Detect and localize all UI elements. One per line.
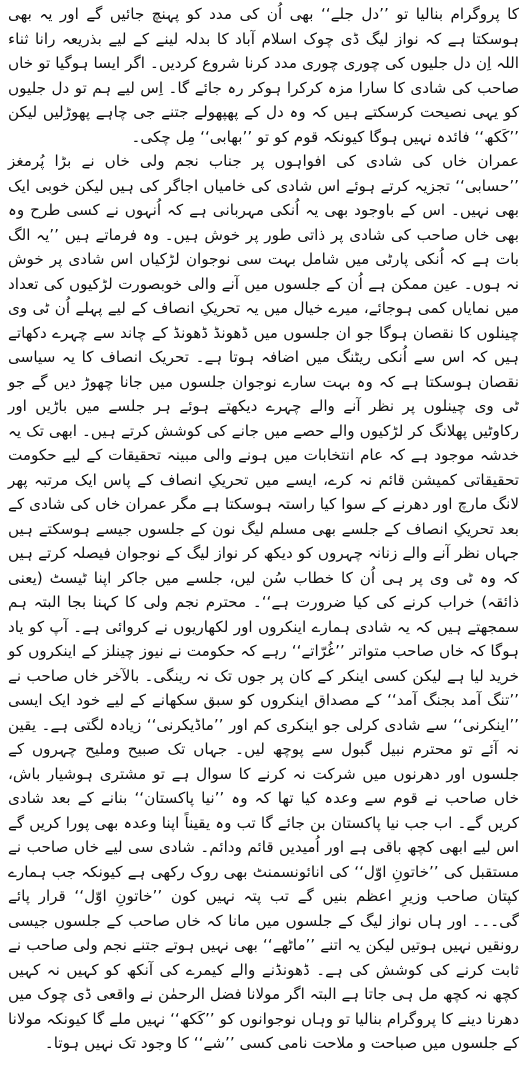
article-paragraph-1: کا پروگرام بنالیا تو ’’دل جلے‘‘ بھی اُن کی مدد کو پہنچ جائیں گے اور یہ بھی ہوسکتا ہے کہ نواز لیگ ڈی چوک اسلام آباد کا بدلہ لینے کے لیے بذریعہ رانا ثناء اللہ اِن دل جلیوں کی چوری چوری مدد کرنا شروع کردیں۔ اگر ایسا ہوگیا تو خاں صاحب کی شادی کا سارا مزہ کرکرا ہوکر رہ جائے گا۔ اِس لیے ہم تو دل جلیوں کو یہی نصیحت کرسکتے ہیں کہ وہ دل کے پھپھولے جتنے جی چاہے پھوڑلیں لیکن ’’کَکھ‘‘ فائدہ نہیں ہوگا کیونکہ قوم کو تو ’’بھابی‘‘ مِل چکی۔: [8, 5, 519, 146]
article-paragraph-2: عمران خاں کی شادی کی افواہوں پر جناب نجم ولی خاں نے بڑا پُرمغز ’’حسابی‘‘ تجزیہ کرتے ہوئے اس شادی کی خامیاں اجاگر کی ہیں لیکن خوبی ایک بھی نہیں۔ اس کے باوجود بھی یہ اُنکی مہربانی ہے کہ اُنہوں نے کسی طرح وہ بھی خاں صاحب کی شادی پر ذاتی طور پر خوش ہیں۔ وہ فرماتے ہیں ’’یہ الگ بات ہے کہ اُنکی پارٹی میں شامل بہت سی نوجوان لڑکیاں اس شادی پر خوش نہ ہوں۔ عین ممکن ہے اُن کے جلسوں میں آنے والی خوبصورت لڑکیوں کی تعداد میں نمایاں کمی ہوجائے، میرے خیال میں یہ تحریکِ انصاف کے لیے پہلے اُن ٹی وی چینلوں کا نقصان ہوگا جو ان جلسوں میں ڈھونڈ ڈھونڈ کے چاند سے چہرے دکھاتے ہیں کہ اس سے اُنکی ریٹنگ میں اضافہ ہوتا ہے۔ تحریک انصاف کا یہ سیاسی نقصان ہوسکتا ہے کہ وہ بہت سارے نوجوان جلسوں میں جانا چھوڑ دیں گے جو ٹی وی چینلوں پر نظر آنے والے چہرے دیکھتے ہوئے ہر جلسے میں باڑیں اور رکاوٹیں پھلانگ کر لڑکیوں والے حصے میں جانے کی کوشش کرتے ہیں۔ ابھی تک یہ خدشہ موجود ہے کہ عام انتخابات میں ہونے والی مبینہ تحقیقات کے لیے حکومت تحقیقاتی کمیشن قائم نہ کرے، ایسے میں تحریکِ انصاف کے پاس ایک مرتبہ پھر لانگ مارچ اور دھرنے کے سوا کیا راستہ ہوسکتا ہے مگر عمران خاں کی شادی کے بعد تحریکِ انصاف کے جلسے بھی مسلم لیگ نون کے جلسوں جیسے ہوسکتے ہیں جہاں نظر آنے والے زنانہ چہروں کو دیکھ کر نواز لیگ کے نوجوان فیصلہ کرتے ہیں کہ وہ ٹی وی پر ہی اُن کا خطاب سُن لیں، جلسے میں جاکر اپنا ٹیسٹ (یعنی ذائقہ) خراب کرنے کی کیا ضرورت ہے‘‘۔ محترم نجم ولی کا کہنا بجا البتہ ہم سمجھتے ہیں کہ یہ شادی ہمارے اینکروں اور لکھاریوں نے کروائی ہے۔ آپ کو یاد ہوگا کہ خاں صاحب متواتر ’’غُرّاتے‘‘ رہے کہ حکومت نے نیوز چینلز کے اینکروں کو خرید لیا ہے لیکن کسی اینکر کے کان پر جوں تک نہ رینگی۔ بالآخر خاں صاحب نے ’’تنگ آمد بجنگ آمد‘‘ کے مصداق اینکروں کو سبق سکھانے کے لیے خود ایک ایسی ’’اینکرنی‘‘ سے شادی کرلی جو اینکری کم اور ’’ماڈیکرنی‘‘ زیادہ لگتی ہے۔ یقین نہ آئے تو محترم نبیل گبول سے پوچھ لیں۔ جہاں تک صبیح وملیح چہروں کے جلسوں اور دھرنوں میں شرکت نہ کرنے کا سوال ہے تو مشتری ہوشیار باش، خاں صاحب نے قوم سے وعدہ کیا تھا کہ وہ ’’نیا پاکستان‘‘ بنانے کے بعد شادی کریں گے۔ اب جب نیا پاکستان بن جائے گا تب وہ یقیناً اپنا وعدہ بھی پورا کریں گے اس لیے ابھی کچھ باقی ہے اور اُمیدیں قائم ودائم۔ شادی سی لیے خاں صاحب نے مستقبل کی ’’خاتونِ اوّل‘‘ کی انائونسمنٹ بھی روک رکھی ہے کیونکہ جب ہمارے کپتان صاحب وزیرِ اعظم بنیں گے تب پتہ نہیں کون ’’خاتونِ اوّل‘‘ قرار پائے گی۔۔۔ اور ہاں نواز لیگ کے جلسوں میں مانا کہ خاں صاحب کے جلسوں جیسی رونقیں نہیں ہوتیں لیکن یہ اتنے ’’ماٹھے‘‘ بھی نہیں ہوتے جتنے نجم ولی صاحب نے ثابت کرنے کی کوشش کی ہے۔ ڈھونڈنے والے کیمرے کی آنکھ کو کہیں نہ کہیں کچھ نہ کچھ مل ہی جاتا ہے البتہ اگر مولانا فضل الرحمٰن نے واقعی ڈی چوک میں دھرنا دینے کا پروگرام بنالیا تو وہاں نوجوانوں کو ’’کَکھ‘‘ نہیں ملے گا کیونکہ مولانا کے جلسوں میں صباحت و ملاحت نامی کسی ’’شے‘‘ کا وجود تک نہیں ہوتا۔: [8, 152, 519, 1052]
article-body: [8, 2, 519, 1056]
